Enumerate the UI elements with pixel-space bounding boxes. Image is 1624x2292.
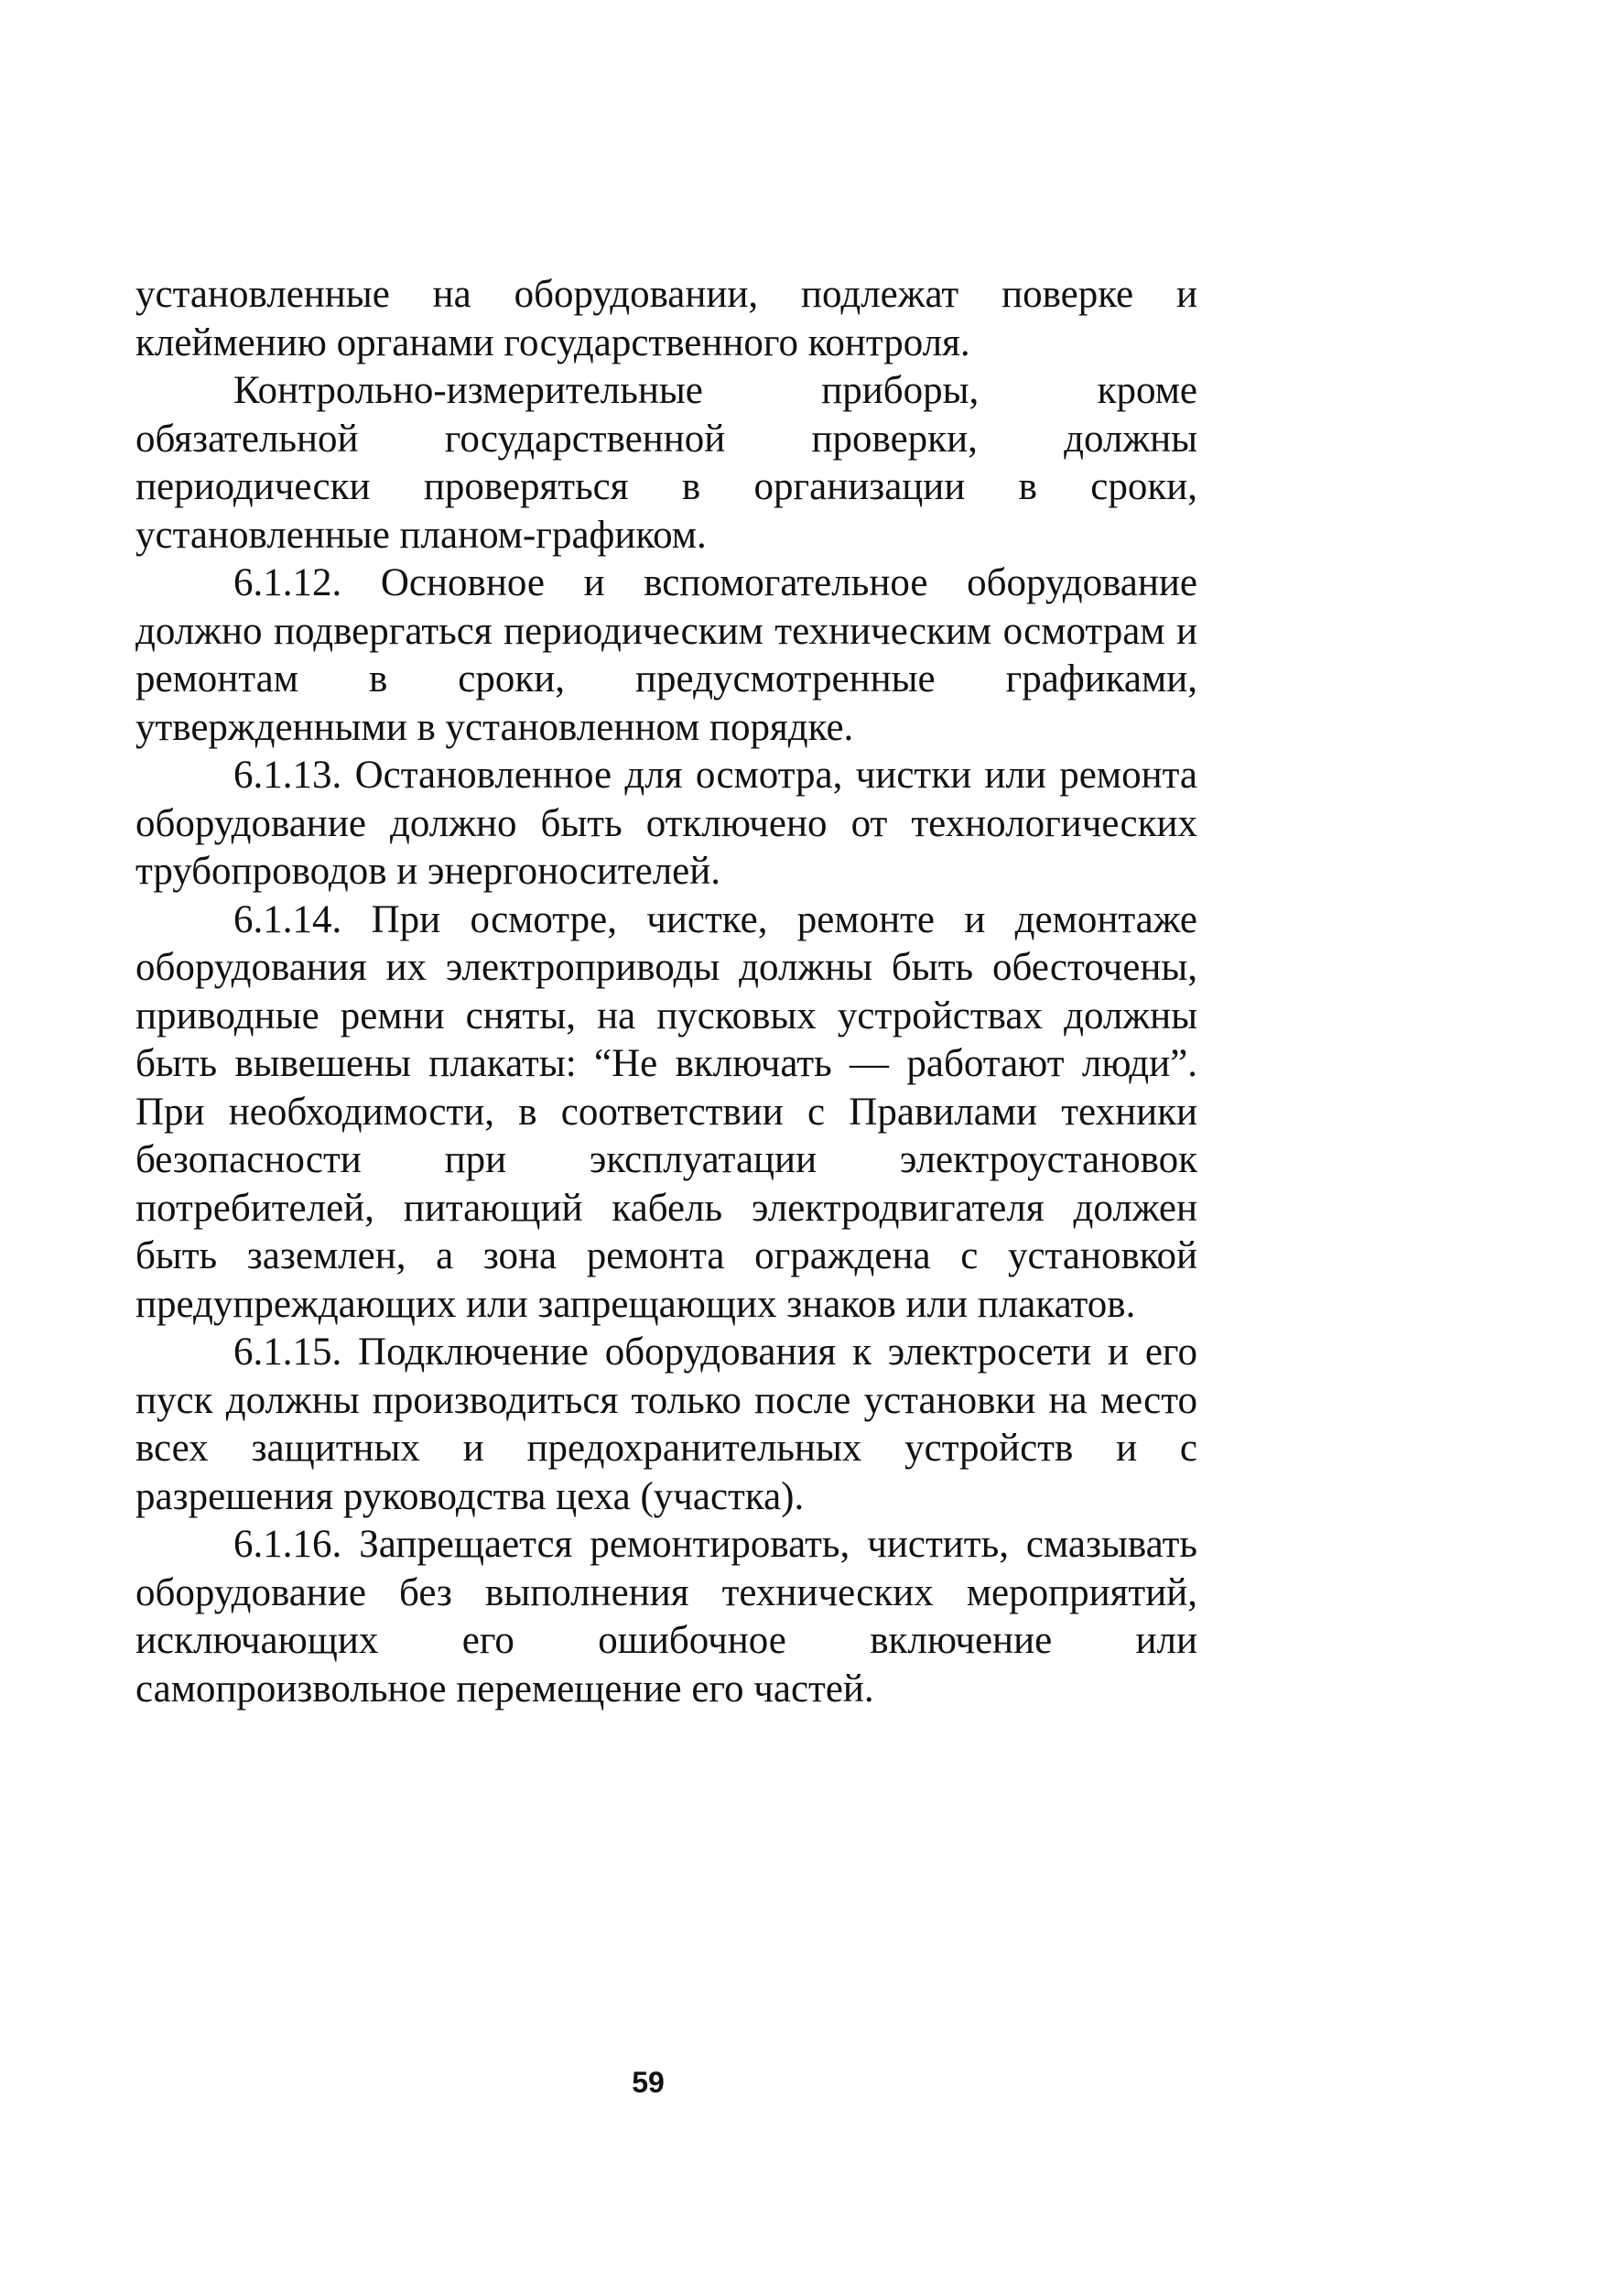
paragraph-6-1-14: 6.1.14. При осмотре, чистке, ремонте и демонтаже оборудования их электроприводы должны быть обесточены, приводные ремни сняты, на пусковых устройствах должны быть вывешены плакаты: “Не включать — работают люди”. При необходимости, в соответствии с Правилами техники безопасности при эксплуатации электроустановок потребителей, питающий кабель электродвигателя должен быть заземлен, а зона ремонта ограждена с установкой предупреждающих или запрещающих знаков или плакатов. bbox=[135, 897, 1197, 1326]
body-text bbox=[135, 271, 1197, 1713]
paragraph-6-1-15: 6.1.15. Подключение оборудования к электросети и его пуск должны производиться только после установки на место всех защитных и предохранительных устройств и с разрешения руководства цеха (участка). bbox=[135, 1331, 1197, 1518]
paragraph-instruments: Контрольно-измерительные приборы, кроме обязательной государственной проверки, должны периодически проверяться в организации в сроки, установленные планом-графиком. bbox=[135, 369, 1197, 557]
paragraph-6-1-16: 6.1.16. Запрещается ремонтировать, чистить, смазывать оборудование без выполнения технических мероприятий, исключающих его ошибочное включение или самопроизвольное перемещение его частей. bbox=[135, 1523, 1197, 1711]
page-number: 59 bbox=[632, 2066, 665, 2099]
paragraph-continuation: установленные на оборудовании, подлежат поверке и клеймению органами государственного контроля. bbox=[135, 273, 1197, 364]
paragraph-6-1-13: 6.1.13. Остановленное для осмотра, чистки или ремонта оборудование должно быть отключено от технологических трубопроводов и энергоносителей. bbox=[135, 754, 1197, 893]
paragraph-6-1-12: 6.1.12. Основное и вспомогательное оборудование должно подвергаться периодическим техническим осмотрам и ремонтам в сроки, предусмотренные графиками, утвержденными в установленном порядке. bbox=[135, 561, 1197, 749]
